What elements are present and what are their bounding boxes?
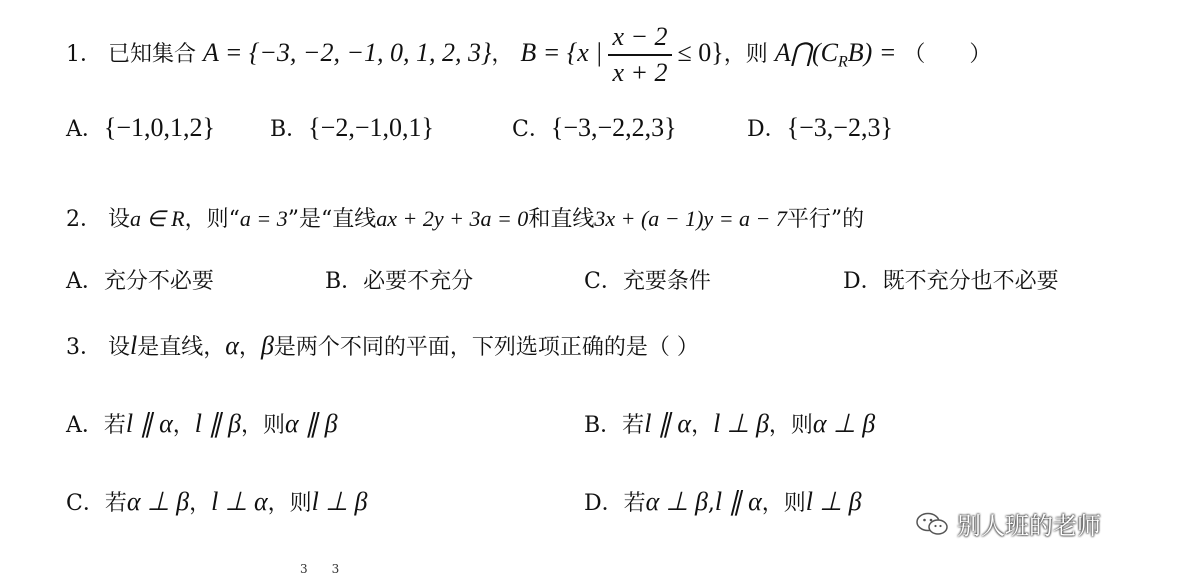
math-alpha: α: [225, 331, 239, 360]
option-label: A．: [66, 117, 104, 142]
question-text: 已知集合: [108, 42, 197, 67]
option-text: 充要条件: [622, 269, 711, 294]
option-text: ，则: [267, 491, 312, 516]
option-text: 既不充分也不必要: [882, 269, 1059, 294]
option-text: 若: [622, 413, 645, 438]
question-text: ，则: [723, 42, 768, 67]
math-expression: α ∥ β: [285, 409, 338, 438]
question-text: 设: [108, 335, 131, 360]
math-expression: a = 3: [239, 206, 288, 231]
math-expression: α ⊥ β: [812, 409, 876, 438]
option-label: D．: [584, 491, 624, 516]
option-text: 必要不充分: [363, 269, 474, 294]
option-text: 若: [623, 491, 646, 516]
question-2: [66, 202, 864, 233]
option-label: B．: [270, 117, 309, 142]
question-text: ，则“: [184, 207, 240, 232]
cut-off-line: 3 3: [300, 562, 340, 576]
q1-option-c: [512, 112, 677, 143]
option-text: 充分不必要: [103, 269, 214, 294]
option-text: {−1,0,1,2}: [103, 113, 216, 142]
math-expression: l ⊥ α: [211, 487, 268, 516]
q1-option-a: [66, 112, 215, 143]
option-label: D．: [747, 117, 787, 142]
wechat-icon: [915, 512, 949, 536]
set-b-prefix: B = {x |: [520, 38, 603, 67]
option-text: ，则: [240, 413, 285, 438]
math-expression: α ⊥ β: [645, 487, 708, 516]
answer-paren: （ ）: [903, 42, 992, 67]
math-expression: a ∈ R: [130, 206, 185, 231]
watermark-text: 别人班的老师: [957, 512, 1101, 540]
question-text: ”是“直线: [287, 207, 377, 232]
option-label: A．: [66, 413, 104, 438]
option-label: D．: [843, 269, 883, 294]
option-label: C．: [66, 491, 105, 516]
question-number: 3．: [66, 335, 102, 360]
option-label: A．: [66, 269, 104, 294]
math-expression: ax + 2y + 3a = 0: [376, 206, 529, 231]
set-a: A = {−3, −2, −1, 0, 1, 2, 3}: [203, 38, 492, 67]
option-text: ，则: [768, 413, 813, 438]
math-expression: 3x + (a − 1)y = a − 7: [594, 206, 787, 231]
watermark: [915, 506, 1101, 541]
q2-option-c: [584, 264, 711, 295]
q1-option-b: [270, 112, 434, 143]
q2-option-b: [325, 264, 473, 295]
separator: ，: [172, 413, 195, 438]
math-l: l: [130, 331, 138, 360]
question-number: 1．: [66, 42, 102, 67]
option-text: 若: [103, 413, 126, 438]
fraction: [608, 22, 671, 88]
math-expression: l ∥ α: [714, 487, 762, 516]
question-text: 平行”的: [786, 207, 865, 232]
q2-option-d: [843, 264, 1059, 295]
expression-end: B) =: [847, 38, 897, 67]
math-expression: l ⊥ β: [805, 487, 862, 516]
q3-option-c: [66, 486, 368, 517]
fraction-numerator: x − 2: [612, 22, 668, 51]
question-number: 2．: [66, 207, 102, 232]
q1-option-d: [747, 112, 893, 143]
option-label: C．: [512, 117, 551, 142]
option-text: 若: [104, 491, 127, 516]
question-text: 和直线: [528, 207, 595, 232]
option-label: B．: [584, 413, 623, 438]
q3-option-b: [584, 408, 875, 439]
expression: A⋂(C: [774, 38, 839, 67]
math-expression: l ∥ β: [194, 409, 241, 438]
fraction-bar: [608, 54, 671, 56]
separator: ，: [491, 42, 514, 67]
math-expression: α ⊥ β: [126, 487, 190, 516]
question-text: 是直线，: [137, 335, 226, 360]
q3-option-a: [66, 408, 338, 439]
math-expression: l ∥ α: [125, 409, 173, 438]
option-label: C．: [584, 269, 623, 294]
set-b-suffix: ≤ 0}: [677, 38, 724, 67]
separator: ，: [189, 491, 212, 516]
option-text: {−3,−2,3}: [786, 113, 893, 142]
question-3: [66, 330, 699, 361]
subscript: R: [838, 53, 848, 71]
separator: ，: [691, 413, 714, 438]
option-label: B．: [325, 269, 364, 294]
option-text: {−3,−2,2,3}: [550, 113, 677, 142]
math-beta: β: [260, 331, 274, 360]
math-expression: l ∥ α: [644, 409, 692, 438]
question-text: 设: [108, 207, 131, 232]
option-text: {−2,−1,0,1}: [308, 113, 434, 142]
option-text: ，则: [761, 491, 806, 516]
separator: ，: [238, 335, 261, 360]
q3-option-d: [584, 486, 862, 517]
q2-option-a: [66, 264, 214, 295]
math-expression: l ⊥ β: [311, 487, 368, 516]
separator: ,: [707, 491, 715, 516]
question-1: [66, 22, 991, 88]
fraction-denominator: x + 2: [612, 58, 668, 87]
math-expression: l ⊥ β: [713, 409, 769, 438]
question-text: 是两个不同的平面，下列选项正确的是（ ）: [273, 335, 699, 360]
